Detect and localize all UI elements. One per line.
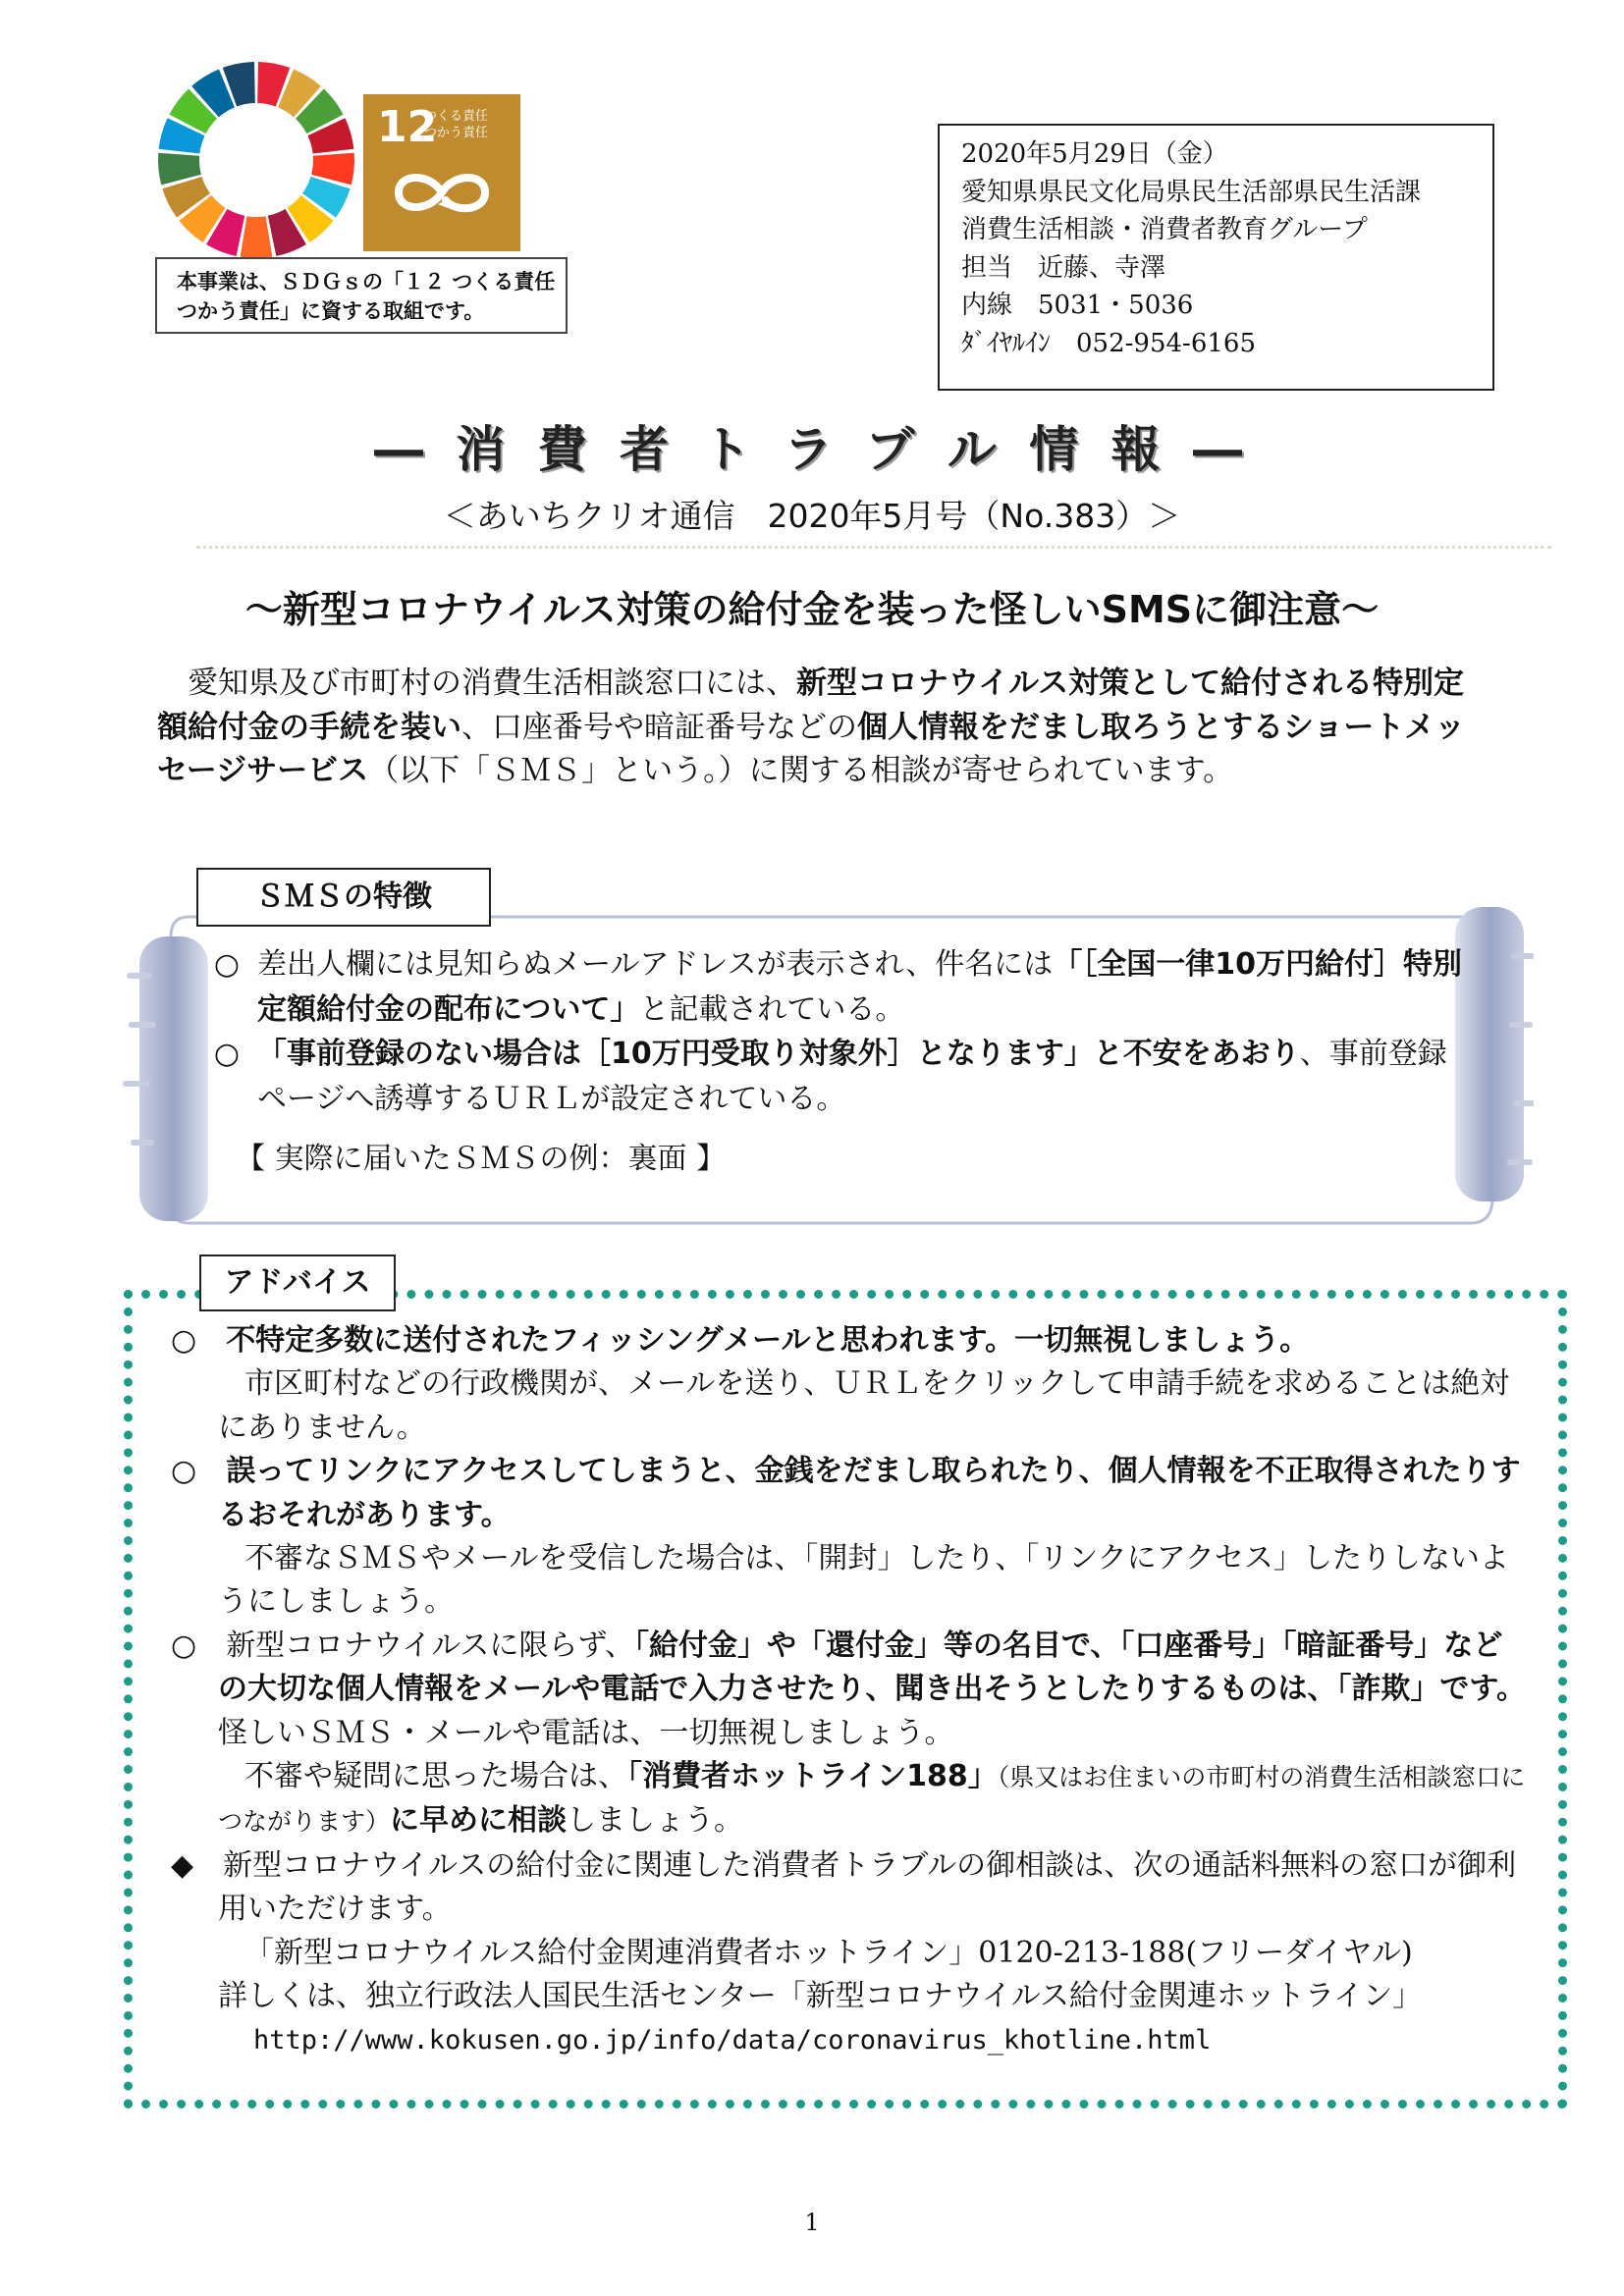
advice-item-1: ○ 不特定多数に送付されたフィッシングメールと思われます。一切無視しましょう。 [171,1323,1310,1358]
page-number: 1 [804,2209,820,2236]
advice-item-2: ○ 誤ってリンクにアクセスしてしまうと、金銭をだまし取られたり、個人情報を不正取得されたりするおそれがあります。 [171,1454,1521,1532]
dial-in-number: ﾀﾞｲﾔﾙｲﾝ 052-954-6165 [961,328,1256,358]
advice-item-3: ○ 新型コロナウイルスに限らず、「給付金」や「還付金」等の名目で、「口座番号」「暗証番号」などの大切な個人情報をメールや電話で入力させたり、聞き出そうとしたりするものは、「詐欺」です。怪しいＳＭＳ・メールや電話は、一切無視しましょう。 [171,1628,1526,1750]
staff-names: 担当 近藤、寺澤 [961,252,1166,283]
hotline-details: 詳しくは、独立行政法人国民生活センター「新型コロナウイルス給付金関連ホットライン」 [218,1979,1423,2014]
list-item: ○ 差出人欄には見知らぬメールアドレスが表示され、件名には「［全国一律10万円給付］特別定額給付金の配布について」と記載されている。 [213,947,1463,1027]
sdg-caption: 本事業は、ＳＤＧｓの「１２ つくる責任 つかう責任」に資する取組です。 [155,257,568,334]
list-item: ○ 「事前登録のない場合は［10万円受取り対象外］となります」と不安をあおり、事前登録ページへ誘導するＵＲＬが設定されている。 [213,1037,1447,1116]
sdg-wheel-logo [157,61,355,259]
advice-content: ○ 不特定多数に送付されたフィッシングメールと思われます。一切無視しましょう。 市区町村などの行政機関が、メールを送り、ＵＲＬをクリックして申請手続を求めることは絶対にありません。 ○ 誤ってリンクにアクセスしてしまうと、金銭をだまし取られたり、個人情報を不正取得されたりするおそれがあります。 不審なＳＭＳやメールを受信した場合は、「開封」したり、「リンクにアクセス」したりしないようにしましょう。 ○ 新型コロナウイルスに限らず、「給付金」や「還付金」等の名目で、「口座番号」「暗証番号」などの大切な個人情報をメールや電話で入力させたり、聞き出そうとしたりするものは、「詐欺」です。怪しいＳＭＳ・メールや電話は、一切無視しましょう。 不審や疑問に思った場合は、「消費者ホットライン188」（県又はお住まいの市町村の消費生活相談窓口につながります）に早めに相談しましょう。 ◆ 新型コロナウイルスの給付金に関連した消費者トラブルの御相談は、次の通話料無料の窓口が御利用いただけます。 「新型コロナウイルス給付金関連消費者ホットライン」0120-213-188(フリーダイヤル) 詳しくは、独立行政法人国民生活センター「新型コロナウイルス給付金関連ホットライン」 http://www.kokusen.go.jp/info/data/coronavirus_khotline.html [171,1319,1526,2062]
sms-features-list [196,942,1463,1182]
group-name: 消費生活相談・消費者教育グループ [961,215,1368,244]
advice-item-4: ◆ 新型コロナウイルスの給付金に関連した消費者トラブルの御相談は、次の通話料無料の窓口が御利用いただけます。 [171,1847,1517,1927]
infinity-icon [391,165,493,220]
department: 愛知県県民文化局県民生活部県民生活課 [961,177,1422,207]
page-title: ― 消 費 者 ト ラ ブ ル 情 報 ― [373,421,1251,478]
sdg-wheel-segment [241,216,273,258]
issue-date: 2020年5月29日（金） [961,139,1228,169]
sms-features-title: ＳＭＳの特徴 [196,868,491,927]
advice-item-3-followup: 不審や疑問に思った場合は、「消費者ホットライン188」（県又はお住まいの市町村の消費生活相談窓口につながります）に早めに相談しましょう。 [218,1759,1526,1839]
contact-info-box [938,124,1494,391]
sdg-goal-number: 12 [377,102,438,152]
hotline-url[interactable]: http://www.kokusen.go.jp/info/data/coronavirus_khotline.html [253,2024,1212,2056]
intro-paragraph: 愛知県及び市町村の消費生活相談窓口には、新型コロナウイルス対策として給付される特別定額給付金の手続を装い、口座番号や暗証番号などの個人情報をだまし取ろうとするショートメッセージサービス（以下「ＳＭＳ」という。）に関する相談が寄せられています。 [157,666,1466,788]
separator [196,546,1551,549]
alert-title: ～新型コロナウイルス対策の給付金を装った怪しいSMSに御注意～ [244,588,1380,631]
hotline-number: 「新型コロナウイルス給付金関連消費者ホットライン」0120-213-188(フリーダイヤル) [244,1935,1413,1970]
extension-number: 内線 5031・5036 [961,291,1194,320]
advice-title: アドバイス [199,1255,396,1311]
sdg-goal-12-icon [363,94,520,251]
sdg-goal-label: つくる責任 つかう責任 [424,109,489,140]
issue-line: ＜あいちクリオ通信 2020年5月号（No.383）＞ [443,497,1181,535]
sms-example-note: 【 実際に届いたＳＭＳの例：裏面 】 [236,1142,727,1176]
